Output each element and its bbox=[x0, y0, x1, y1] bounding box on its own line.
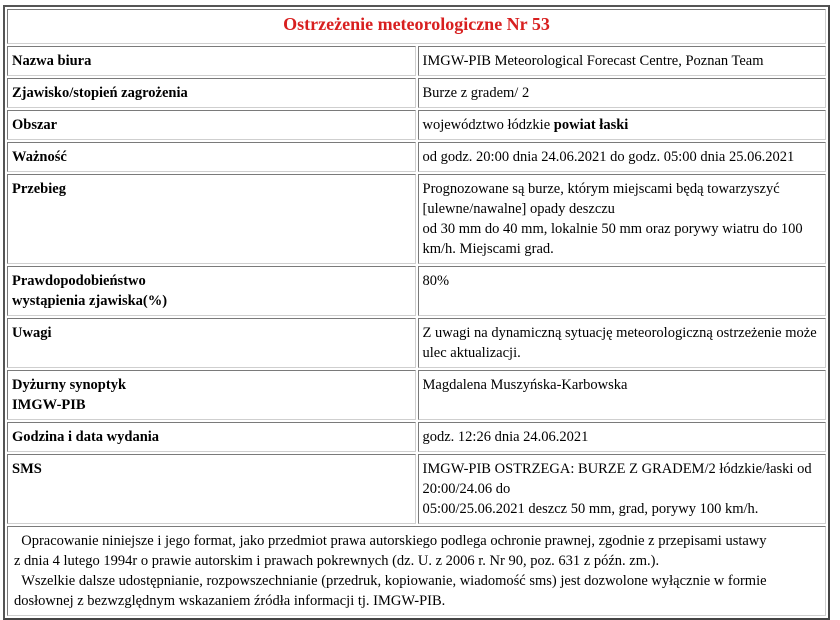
copyright-line-2: z dnia 4 lutego 1994r o prawie autorskim i prawach pokrewnych (dz. U. z 2006 r. Nr 90, poz. 631 z późn. zm.). bbox=[14, 553, 660, 569]
row-label-sms: SMS bbox=[7, 454, 416, 524]
row-value-probability: 80% bbox=[418, 266, 827, 316]
row-label-office: Nazwa biura bbox=[7, 46, 416, 76]
copyright-line-1: Opracowanie niniejsze i jego format, jako przedmiot prawa autorskiego podlega ochronie prawnej, zgodnie z przepisami ustawy bbox=[21, 533, 767, 549]
row-label-probability bbox=[7, 266, 416, 316]
row-value-area bbox=[418, 110, 827, 140]
table-row bbox=[7, 266, 826, 316]
table-row bbox=[7, 454, 826, 524]
row-value-course bbox=[418, 174, 827, 264]
table-row bbox=[7, 174, 826, 264]
table-row bbox=[7, 110, 826, 140]
row-value-validity: od godz. 20:00 dnia 24.06.2021 do godz. 05:00 dnia 25.06.2021 bbox=[418, 142, 827, 172]
table-row bbox=[7, 46, 826, 76]
table-row bbox=[7, 142, 826, 172]
table-row bbox=[7, 370, 826, 420]
warning-title: Ostrzeżenie meteorologiczne Nr 53 bbox=[7, 9, 826, 44]
area-region: województwo łódzkie bbox=[422, 117, 554, 133]
warning-table bbox=[5, 7, 828, 618]
warning-table-frame bbox=[3, 5, 830, 620]
table-row bbox=[7, 78, 826, 108]
forecaster-label-line-2: IMGW-PIB bbox=[12, 397, 86, 413]
sms-line-1: IMGW-PIB OSTRZEGA: BURZE Z GRADEM/2 łódzkie/łaski od 20:00/24.06 do bbox=[422, 461, 812, 497]
row-label-course: Przebieg bbox=[7, 174, 416, 264]
row-label-remarks: Uwagi bbox=[7, 318, 416, 368]
row-value-remarks: Z uwagi na dynamiczną sytuację meteorologiczną ostrzeżenie może ulec aktualizacji. bbox=[418, 318, 827, 368]
row-label-validity: Ważność bbox=[7, 142, 416, 172]
probability-label-line-2: wystąpienia zjawiska(%) bbox=[12, 293, 168, 309]
forecaster-label-line-1: Dyżurny synoptyk bbox=[12, 377, 127, 393]
table-row bbox=[7, 422, 826, 452]
course-line-1: Prognozowane są burze, którym miejscami będą towarzyszyć [ulewne/nawalne] opady deszczu bbox=[422, 181, 780, 217]
area-county: powiat łaski bbox=[553, 117, 629, 133]
course-line-2: od 30 mm do 40 mm, lokalnie 50 mm oraz porywy wiatru do 100 km/h. Miejscami grad. bbox=[422, 221, 803, 257]
copyright-line-3: Wszelkie dalsze udostępnianie, rozpowszechnianie (przedruk, kopiowanie, wiadomość sms) jest dozwolone wyłącznie w formie bbox=[21, 573, 767, 589]
row-value-issued: godz. 12:26 dnia 24.06.2021 bbox=[418, 422, 827, 452]
row-label-forecaster bbox=[7, 370, 416, 420]
row-label-area: Obszar bbox=[7, 110, 416, 140]
copyright-line-4: dosłownej z bezwzględnym wskazaniem źródła informacji tj. IMGW-PIB. bbox=[14, 593, 446, 609]
probability-label-line-1: Prawdopodobieństwo bbox=[12, 273, 146, 289]
row-value-phenomenon: Burze z gradem/ 2 bbox=[418, 78, 827, 108]
row-value-forecaster: Magdalena Muszyńska-Karbowska bbox=[418, 370, 827, 420]
table-row bbox=[7, 318, 826, 368]
copyright-note bbox=[7, 526, 826, 616]
row-label-issued: Godzina i data wydania bbox=[7, 422, 416, 452]
sms-line-2: 05:00/25.06.2021 deszcz 50 mm, grad, porywy 100 km/h. bbox=[422, 501, 759, 517]
row-value-sms bbox=[418, 454, 827, 524]
row-label-phenomenon: Zjawisko/stopień zagrożenia bbox=[7, 78, 416, 108]
row-value-office: IMGW-PIB Meteorological Forecast Centre, Poznan Team bbox=[418, 46, 827, 76]
